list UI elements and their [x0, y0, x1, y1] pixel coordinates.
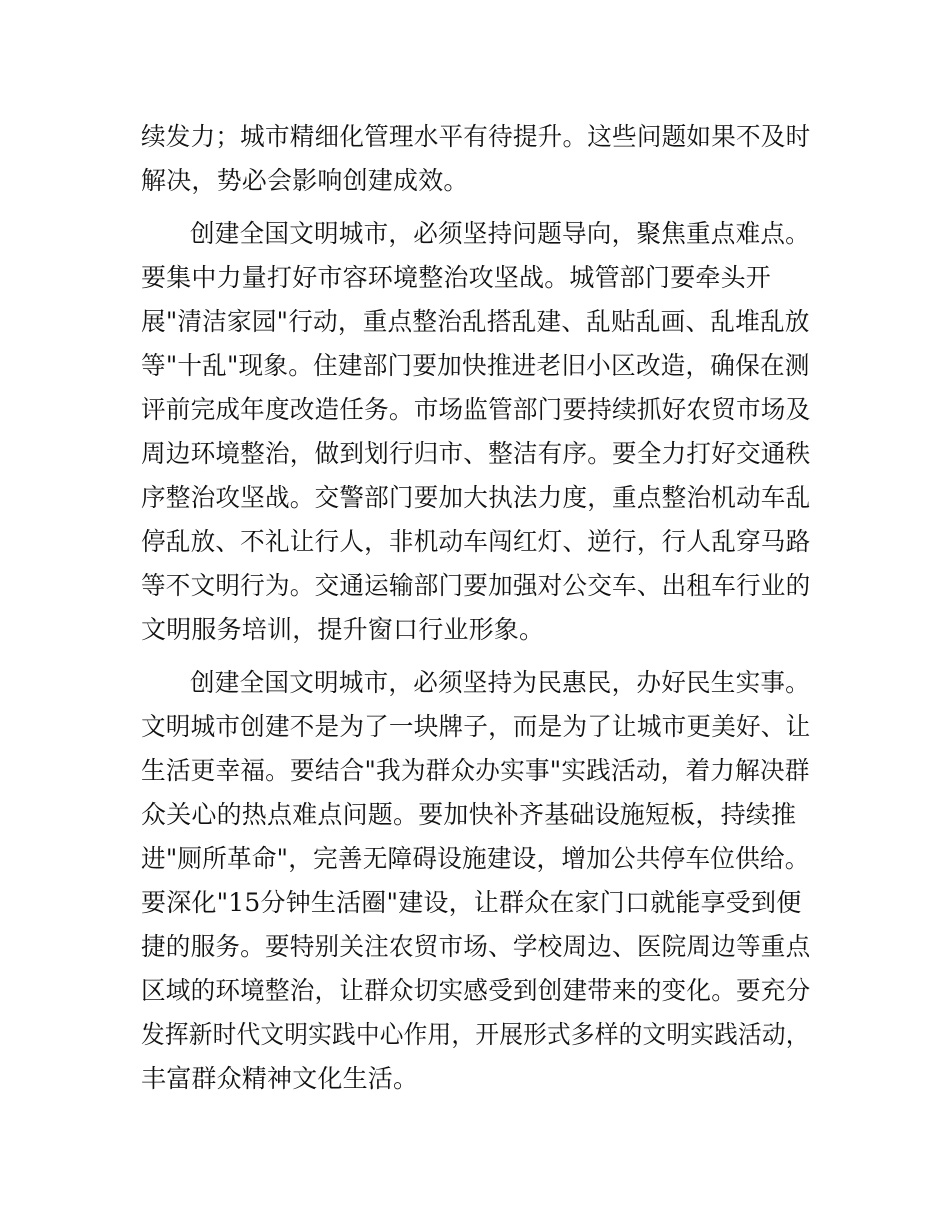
text-line: 众关心的热点难点问题。要加快补齐基础设施短板，持续推 — [141, 800, 797, 829]
text-line: 捷的服务。要特别关注农贸市场、学校周边、医院周边等重点 — [141, 932, 811, 961]
text-line: 要深化"15分钟生活圈"建设，让群众在家门口就能享受到便 — [141, 888, 802, 917]
text-line: 发挥新时代文明实践中心作用，开展形式多样的文明实践活动， — [141, 1020, 810, 1049]
text-line: 等"十乱"现象。住建部门要加快推进老旧小区改造，确保在测 — [141, 351, 810, 380]
text-line: 展"清洁家园"行动，重点整治乱搭乱建、乱贴乱画、乱堆乱放 — [141, 307, 810, 336]
paragraph-first-line: 创建全国文明城市，必须坚持问题导向，聚焦重点难点。 — [190, 219, 810, 248]
text-line: 生活更幸福。要结合"我为群众办实事"实践活动，着力解决群 — [141, 756, 810, 785]
text-line: 解决，势必会影响创建成效。 — [141, 166, 469, 195]
text-line: 序整治攻坚战。交警部门要加大执法力度，重点整治机动车乱 — [141, 483, 811, 512]
text-line: 停乱放、不礼让行人，非机动车闯红灯、逆行，行人乱穿马路 — [141, 527, 811, 556]
paragraph-first-line: 创建全国文明城市，必须坚持为民惠民，办好民生实事。 — [190, 668, 810, 697]
text-line: 要集中力量打好市容环境整治攻坚战。城管部门要牵头开 — [141, 263, 772, 292]
text-line: 区域的环境整治，让群众切实感受到创建带来的变化。要充分 — [141, 976, 811, 1005]
text-line: 进"厕所革命"，完善无障碍设施建设，增加公共停车位供给。 — [141, 844, 810, 873]
text-line: 评前完成年度改造任务。市场监管部门要持续抓好农贸市场及 — [141, 395, 811, 424]
text-line: 等不文明行为。交通运输部门要加强对公交车、出租车行业的 — [141, 571, 811, 600]
text-line: 周边环境整治，做到划行归市、整洁有序。要全力打好交通秩 — [141, 439, 811, 468]
text-line: 续发力；城市精细化管理水平有待提升。这些问题如果不及时 — [141, 122, 811, 151]
text-line: 文明城市创建不是为了一块牌子，而是为了让城市更美好、让 — [141, 712, 811, 741]
text-line: 丰富群众精神文化生活。 — [141, 1064, 419, 1093]
text-line: 文明服务培训，提升窗口行业形象。 — [141, 615, 545, 644]
